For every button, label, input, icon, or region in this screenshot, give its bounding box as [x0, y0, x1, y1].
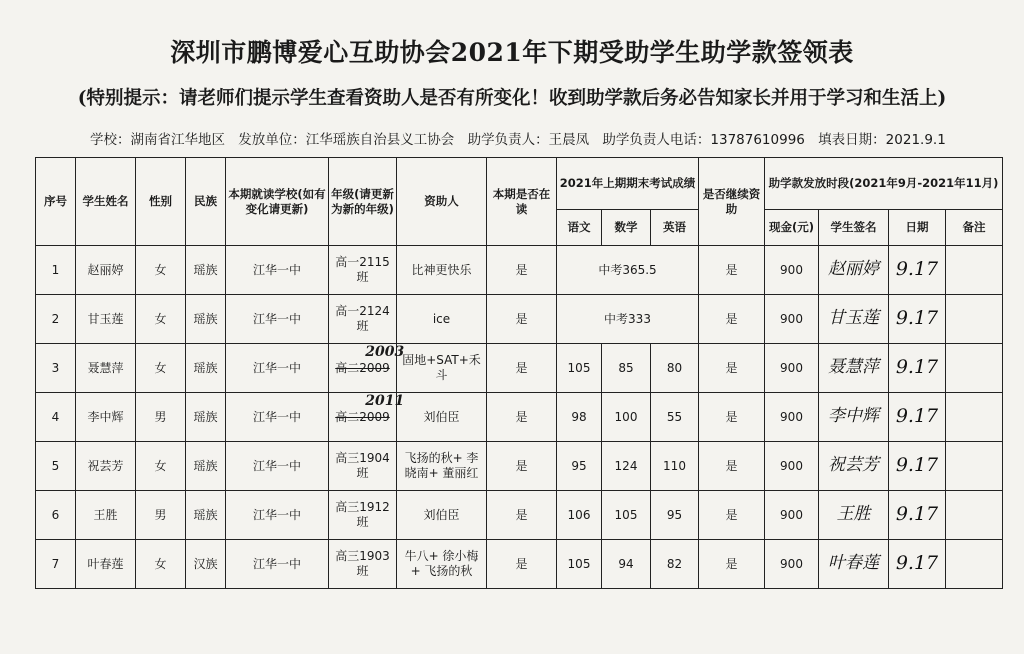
header-payment: 助学款发放时段(2021年9月-2021年11月) — [765, 158, 1003, 210]
header-math: 数学 — [602, 210, 651, 246]
cell-name: 李中辉 — [76, 393, 136, 442]
cell-sponsor: 比神更快乐 — [397, 246, 487, 295]
table-row — [36, 540, 1003, 589]
cell-ethnicity: 汉族 — [186, 540, 226, 589]
cell-remarks — [946, 344, 1003, 393]
cell-continue: 是 — [699, 393, 765, 442]
info-fill-date: 填表日期：2021.9.1 — [818, 132, 946, 148]
cell-continue: 是 — [699, 246, 765, 295]
cell-remarks — [946, 442, 1003, 491]
cell-index: 1 — [36, 246, 76, 295]
cell-gender: 男 — [136, 491, 186, 540]
header-english: 英语 — [651, 210, 699, 246]
table-row — [36, 491, 1003, 540]
header-scores: 2021年上期期末考试成绩 — [557, 158, 699, 210]
header-signature: 学生签名 — [819, 210, 889, 246]
cell-cash: 900 — [765, 393, 819, 442]
cell-continue: 是 — [699, 442, 765, 491]
info-contact: 助学负责人：王晨凤 — [467, 132, 590, 148]
cell-remarks — [946, 491, 1003, 540]
header-sponsor: 资助人 — [397, 158, 487, 246]
cell-sponsor: 飞扬的秋+ 李晓南+ 董丽红 — [397, 442, 487, 491]
cell-chinese: 106 — [557, 491, 602, 540]
cell-grade — [329, 392, 405, 442]
cell-date: 9.17 — [889, 540, 946, 589]
cell-english: 55 — [651, 393, 699, 442]
header-chinese: 语文 — [557, 210, 602, 246]
cell-remarks — [946, 246, 1003, 295]
grade-original: 高二2009 — [335, 409, 390, 424]
cell-ethnicity: 瑶族 — [186, 393, 226, 442]
special-notice: (特别提示：请老师们提示学生查看资助人是否有所变化！收到助学款后务必告知家长并用于学习和生活上) — [77, 88, 947, 109]
header-continue: 是否继续资助 — [699, 158, 765, 246]
cell-grade: 高三1903班 — [329, 540, 397, 589]
header-row-1 — [36, 158, 1003, 210]
cell-name: 祝芸芳 — [76, 442, 136, 491]
cell-name: 王胜 — [76, 491, 136, 540]
cell-name: 叶春莲 — [76, 540, 136, 589]
cell-english: 95 — [651, 491, 699, 540]
cell-continue: 是 — [699, 344, 765, 393]
cell-signature: 赵丽婷 — [819, 246, 889, 295]
info-issuer: 发放单位：江华瑶族自治县义工协会 — [238, 132, 455, 148]
cell-date: 9.17 — [889, 491, 946, 540]
cell-english: 82 — [651, 540, 699, 589]
cell-in-school: 是 — [487, 540, 557, 589]
table-row — [36, 442, 1003, 491]
cell-sponsor: 刘伯臣 — [397, 393, 487, 442]
cell-school: 江华一中 — [226, 540, 329, 589]
cell-sponsor: 刘伯臣 — [397, 491, 487, 540]
cell-ethnicity: 瑶族 — [186, 295, 226, 344]
cell-index: 5 — [36, 442, 76, 491]
cell-grade: 高三1912班 — [329, 491, 397, 540]
cell-date: 9.17 — [889, 344, 946, 393]
info-school: 学校：湖南省江华地区 — [90, 132, 225, 148]
cell-math: 124 — [602, 442, 651, 491]
table-row — [36, 246, 1003, 295]
cell-grade: 高一2115班 — [329, 246, 397, 295]
form-title: 深圳市鹏博爱心互助协会2021年下期受助学生助学款签领表 — [170, 38, 854, 67]
cell-index: 7 — [36, 540, 76, 589]
header-ethnicity: 民族 — [186, 158, 226, 246]
cell-school: 江华一中 — [226, 393, 329, 442]
header-remarks: 备注 — [946, 210, 1003, 246]
cell-signature: 王胜 — [819, 491, 889, 540]
cell-math: 85 — [602, 344, 651, 393]
cell-index: 2 — [36, 295, 76, 344]
cell-chinese: 95 — [557, 442, 602, 491]
cell-sponsor: 牛八+ 徐小梅 + 飞扬的秋 — [397, 540, 487, 589]
grade-handwritten-correction: 2011 — [365, 392, 405, 409]
header-grade: 年级(请更新为新的年级) — [329, 158, 397, 246]
cell-signature: 祝芸芳 — [819, 442, 889, 491]
cell-sponsor: 固地+SAT+禾斗 — [397, 344, 487, 393]
cell-continue: 是 — [699, 540, 765, 589]
cell-signature: 叶春莲 — [819, 540, 889, 589]
cell-name: 甘玉莲 — [76, 295, 136, 344]
cell-in-school: 是 — [487, 295, 557, 344]
header-index: 序号 — [36, 158, 76, 246]
cell-english: 110 — [651, 442, 699, 491]
header-gender: 性别 — [136, 158, 186, 246]
cell-grade — [329, 343, 405, 393]
header-school: 本期就读学校(如有变化请更新) — [226, 158, 329, 246]
cell-in-school: 是 — [487, 393, 557, 442]
cell-ethnicity: 瑶族 — [186, 491, 226, 540]
cell-chinese: 105 — [557, 344, 602, 393]
cell-gender: 女 — [136, 295, 186, 344]
cell-math: 105 — [602, 491, 651, 540]
cell-continue: 是 — [699, 295, 765, 344]
cell-ethnicity: 瑶族 — [186, 246, 226, 295]
cell-remarks — [946, 295, 1003, 344]
cell-sponsor: ice — [397, 295, 487, 344]
cell-remarks — [946, 540, 1003, 589]
cell-ethnicity: 瑶族 — [186, 442, 226, 491]
cell-ethnicity: 瑶族 — [186, 344, 226, 393]
table-row — [36, 393, 1003, 442]
header-in-school: 本期是否在读 — [487, 158, 557, 246]
cell-chinese: 105 — [557, 540, 602, 589]
cell-signature: 聂慧萍 — [819, 344, 889, 393]
cell-index: 6 — [36, 491, 76, 540]
cell-in-school: 是 — [487, 344, 557, 393]
grade-corrected — [335, 392, 405, 425]
header-cash: 现金(元) — [765, 210, 819, 246]
cell-name: 聂慧萍 — [76, 344, 136, 393]
cell-cash: 900 — [765, 540, 819, 589]
grade-handwritten-correction: 2003 — [365, 343, 405, 360]
cell-index: 3 — [36, 344, 76, 393]
cell-grade: 高一2124班 — [329, 295, 397, 344]
cell-signature: 李中辉 — [819, 393, 889, 442]
cell-english: 80 — [651, 344, 699, 393]
cell-cash: 900 — [765, 246, 819, 295]
info-line — [90, 128, 990, 148]
cell-school: 江华一中 — [226, 442, 329, 491]
cell-math: 94 — [602, 540, 651, 589]
cell-chinese: 98 — [557, 393, 602, 442]
cell-in-school: 是 — [487, 442, 557, 491]
cell-school: 江华一中 — [226, 491, 329, 540]
cell-gender: 男 — [136, 393, 186, 442]
cell-date: 9.17 — [889, 295, 946, 344]
table-row — [36, 295, 1003, 344]
cell-cash: 900 — [765, 491, 819, 540]
table-row — [36, 344, 1003, 393]
header-date: 日期 — [889, 210, 946, 246]
cell-in-school: 是 — [487, 246, 557, 295]
cell-school: 江华一中 — [226, 344, 329, 393]
cell-remarks — [946, 393, 1003, 442]
cell-score-combined: 中考365.5 — [557, 246, 699, 295]
aid-receipt-table — [35, 157, 1003, 589]
cell-cash: 900 — [765, 442, 819, 491]
cell-continue: 是 — [699, 491, 765, 540]
cell-gender: 女 — [136, 246, 186, 295]
cell-school: 江华一中 — [226, 295, 329, 344]
cell-date: 9.17 — [889, 246, 946, 295]
header-name: 学生姓名 — [76, 158, 136, 246]
cell-date: 9.17 — [889, 393, 946, 442]
grade-corrected — [335, 343, 405, 376]
cell-score-combined: 中考333 — [557, 295, 699, 344]
cell-in-school: 是 — [487, 491, 557, 540]
cell-cash: 900 — [765, 344, 819, 393]
cell-grade: 高三1904班 — [329, 442, 397, 491]
cell-school: 江华一中 — [226, 246, 329, 295]
grade-original: 高二2009 — [335, 360, 390, 375]
cell-date: 9.17 — [889, 442, 946, 491]
cell-index: 4 — [36, 393, 76, 442]
cell-gender: 女 — [136, 442, 186, 491]
cell-name: 赵丽婷 — [76, 246, 136, 295]
info-phone: 助学负责人电话：13787610996 — [602, 132, 805, 148]
cell-cash: 900 — [765, 295, 819, 344]
cell-math: 100 — [602, 393, 651, 442]
cell-signature: 甘玉莲 — [819, 295, 889, 344]
cell-gender: 女 — [136, 344, 186, 393]
cell-gender: 女 — [136, 540, 186, 589]
